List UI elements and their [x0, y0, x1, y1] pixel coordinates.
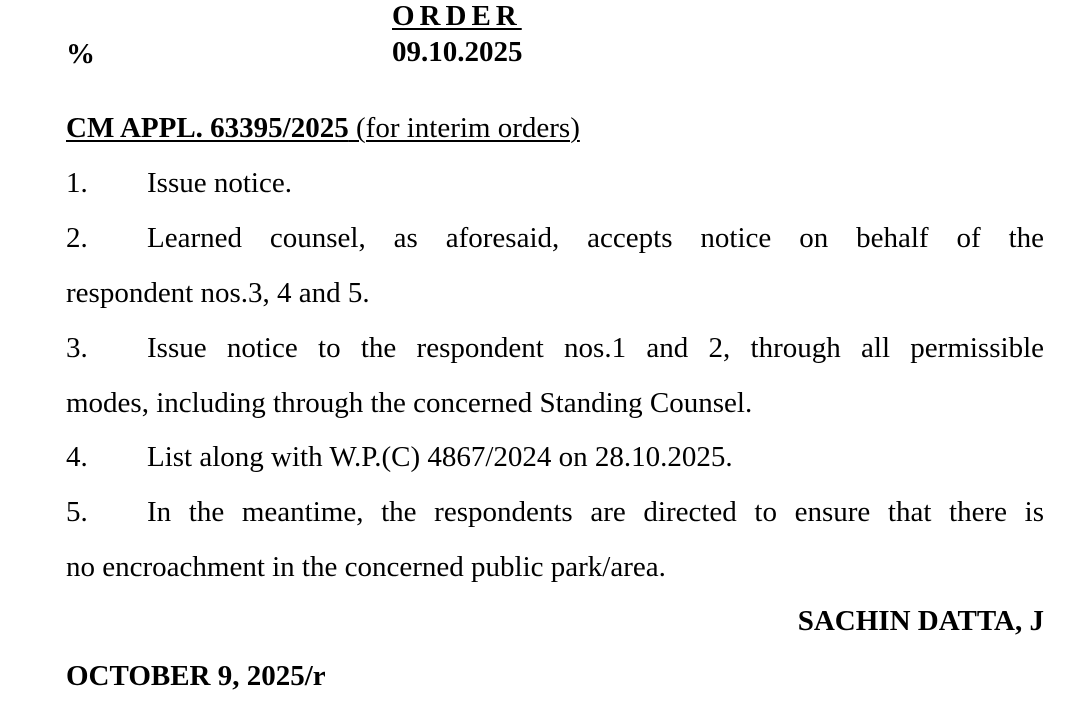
para-5-line-1: In the meantime, the respondents are directed to ensure that there is	[147, 496, 1044, 528]
para-3-number: 3.	[66, 332, 88, 364]
order-title: ORDER	[392, 0, 522, 32]
para-2-line-1: Learned counsel, as aforesaid, accepts notice on behalf of the	[147, 222, 1044, 254]
para-5-line-2: no encroachment in the concerned public park/area.	[66, 551, 666, 583]
percent-mark: %	[66, 38, 95, 70]
application-purpose: (for interim orders)	[356, 112, 580, 144]
para-3-line-1: Issue notice to the respondent nos.1 and 2, through all permissible	[147, 332, 1044, 364]
para-4-number: 4.	[66, 441, 88, 473]
footer-date: OCTOBER 9, 2025/r	[66, 660, 326, 692]
application-heading	[66, 112, 580, 145]
para-2-line-2: respondent nos.3, 4 and 5.	[66, 277, 370, 309]
application-number: CM APPL. 63395/2025	[66, 112, 349, 144]
para-1-number: 1.	[66, 167, 88, 199]
judge-signature: SACHIN DATTA, J	[797, 605, 1044, 637]
order-date: 09.10.2025	[392, 36, 523, 68]
para-2-number: 2.	[66, 222, 88, 254]
para-4-text: List along with W.P.(C) 4867/2024 on 28.10.2025.	[147, 441, 733, 473]
para-5-number: 5.	[66, 496, 88, 528]
para-1-text: Issue notice.	[147, 167, 292, 199]
para-3-line-2: modes, including through the concerned Standing Counsel.	[66, 387, 753, 419]
